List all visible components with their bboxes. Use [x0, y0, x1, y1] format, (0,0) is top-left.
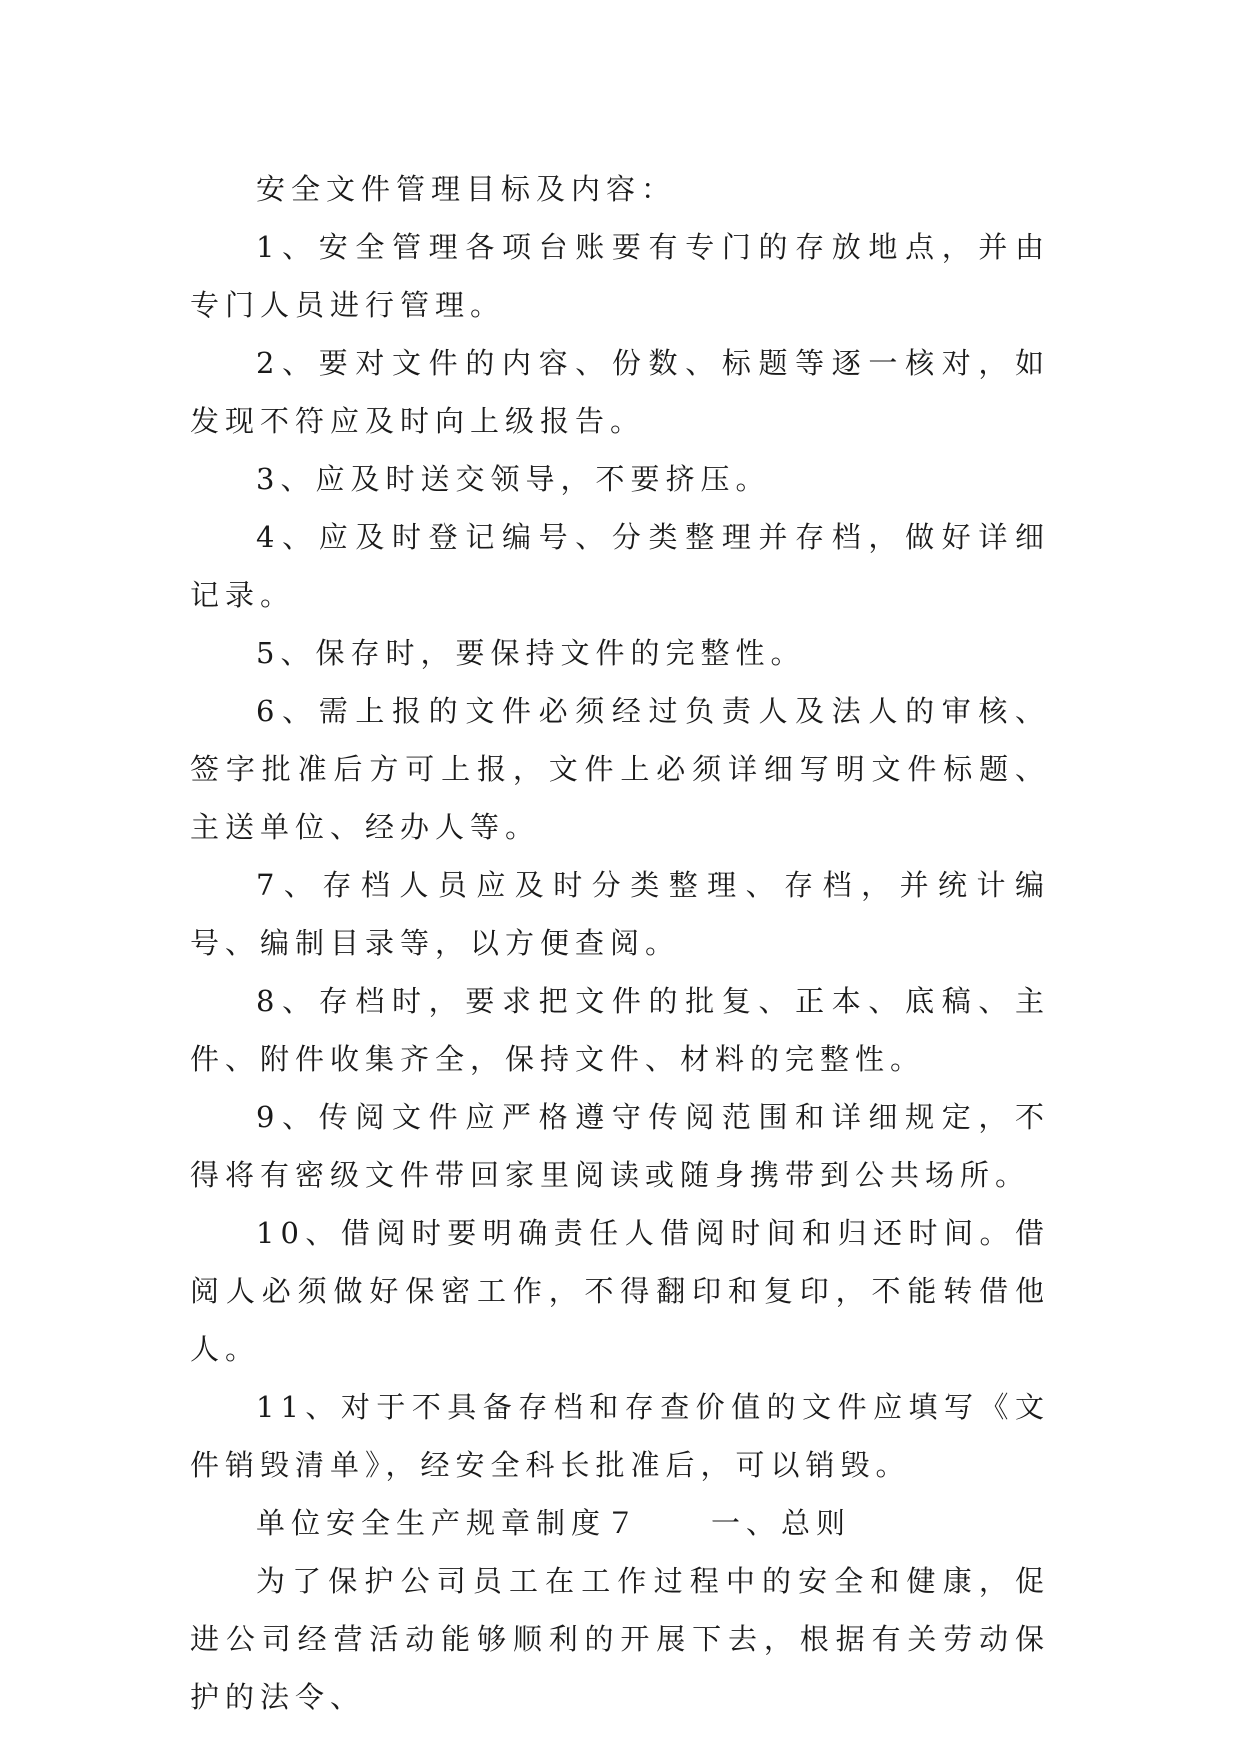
- paragraph-item-5: 5、保存时，要保持文件的完整性。: [256, 636, 806, 670]
- paragraph-item-11: 11、对于不具备存档和存查价值的文件应填写《文件销毁清单》，经安全科长批准后，可以销毁。: [190, 1390, 1050, 1482]
- paragraph-item-4: 4、应及时登记编号、分类整理并存档，做好详细记录。: [190, 520, 1050, 612]
- paragraph-item-9: 9、传阅文件应严格遵守传阅范围和详细规定，不得将有密级文件带回家里阅读或随身携带到公共场所。: [190, 1100, 1050, 1192]
- paragraph-item-2: 2、要对文件的内容、份数、标题等逐一核对，如发现不符应及时向上级报告。: [190, 346, 1050, 438]
- section-intro-heading: 安全文件管理目标及内容：: [256, 172, 677, 206]
- paragraph-general-purpose: 为了保护公司员工在工作过程中的安全和健康，促进公司经营活动能够顺利的开展下去，根据有关劳动保护的法令、: [190, 1564, 1050, 1714]
- paragraph-item-1: 1、安全管理各项台账要有专门的存放地点，并由专门人员进行管理。: [190, 230, 1050, 322]
- paragraph-item-3: 3、应及时送交领导，不要挤压。: [256, 462, 771, 496]
- section-heading-general: 单位安全生产规章制度７ 一、总则: [256, 1506, 852, 1540]
- paragraph-item-10: 10、借阅时要明确责任人借阅时间和归还时间。借阅人必须做好保密工作，不得翻印和复印，不能转借他人。: [190, 1216, 1050, 1366]
- paragraph-item-7: 7、存档人员应及时分类整理、存档，并统计编号、编制目录等，以方便查阅。: [190, 868, 1050, 960]
- paragraph-item-8: 8、存档时，要求把文件的批复、正本、底稿、主件、附件收集齐全，保持文件、材料的完整性。: [190, 984, 1050, 1076]
- document-body: [190, 160, 1050, 1726]
- paragraph-item-6: 6、需上报的文件必须经过负责人及法人的审核、签字批准后方可上报，文件上必须详细写明文件标题、主送单位、经办人等。: [190, 694, 1050, 844]
